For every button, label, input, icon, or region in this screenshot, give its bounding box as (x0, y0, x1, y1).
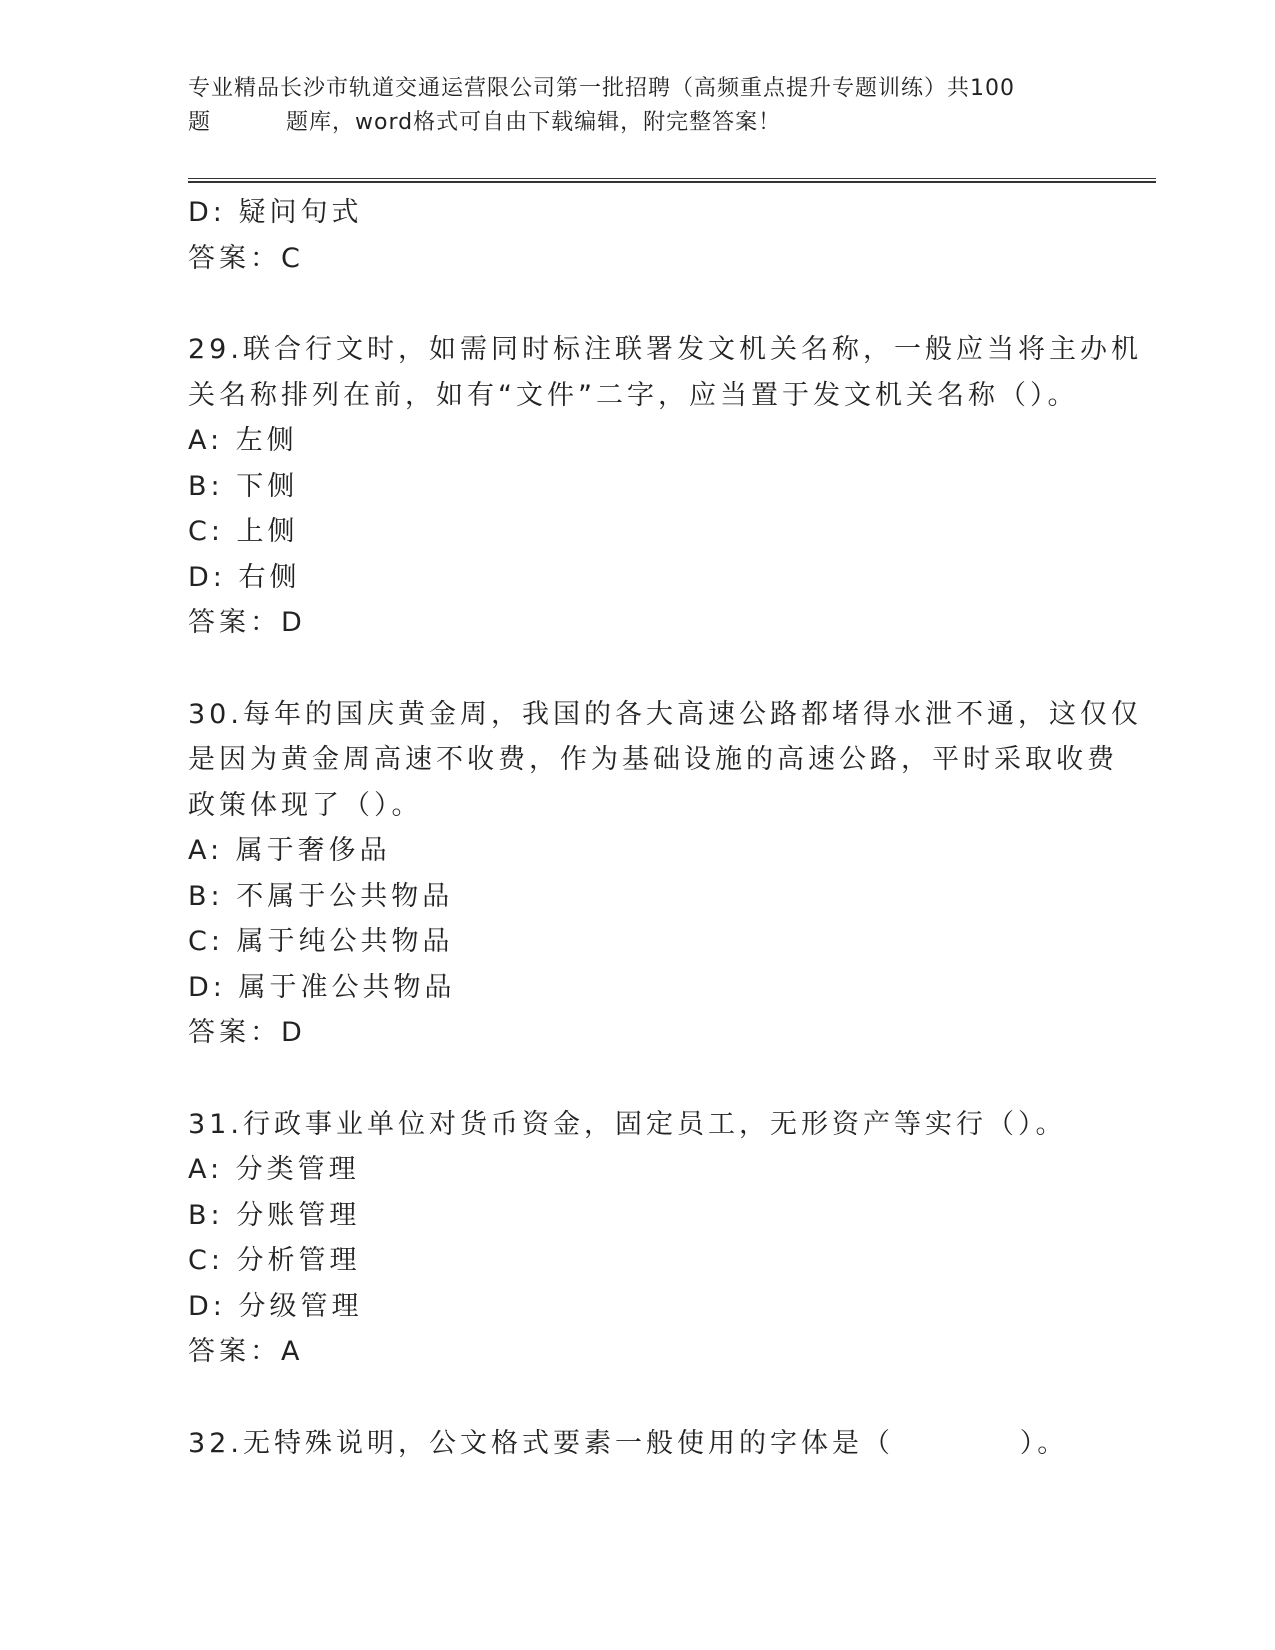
option-b: B: 下侧 (188, 470, 299, 502)
question-text: 30.每年的国庆黄金周，我国的各大高速公路都堵得水泄不通，这仅仅 (188, 698, 1142, 730)
page-header (188, 72, 1088, 140)
option-c: C: 上侧 (188, 516, 299, 547)
option-a: A: 分类管理 (188, 1154, 360, 1185)
option-a: A: 属于奢侈品 (188, 835, 391, 866)
answer: 答案：D (188, 1017, 306, 1048)
question-text: 31.行政事业单位对货币资金，固定员工，无形资产等实行（）。 (188, 1108, 1067, 1140)
answer: 答案：C (188, 242, 304, 274)
option-d: D: 右侧 (188, 561, 301, 593)
header-divider (188, 178, 1156, 183)
option-d: D: 分级管理 (188, 1290, 363, 1322)
question-text: 是因为黄金周高速不收费，作为基础设施的高速公路，平时采取收费 (188, 744, 1118, 775)
header-title-line-2 (188, 106, 1088, 140)
question-31 (188, 1102, 1088, 1375)
option-c: C: 属于纯公共物品 (188, 926, 454, 957)
question-32 (188, 1421, 1088, 1467)
answer: 答案：D (188, 607, 306, 638)
document-body (188, 190, 1142, 1466)
option-d: D: 属于准公共物品 (188, 971, 456, 1003)
option-b: B: 不属于公共物品 (188, 880, 454, 912)
option-a: A: 左侧 (188, 425, 298, 456)
question-text: 政策体现了（）。 (188, 789, 423, 821)
question-text: 32.无特殊说明，公文格式要素一般使用的字体是（ ）。 (188, 1427, 1069, 1459)
question-text: 关名称排列在前，如有“文件”二字，应当置于发文机关名称（）。 (188, 379, 1079, 411)
option-b: B: 分账管理 (188, 1199, 361, 1231)
header-title-line-1: 专业精品长沙市轨道交通运营限公司第一批招聘（高频重点提升专题训练）共100 (188, 76, 1015, 101)
option-c: C: 分析管理 (188, 1245, 361, 1276)
option-d: D: 疑问句式 (188, 197, 363, 228)
header-title-line-2-start: 题 (188, 110, 212, 135)
question-text: 29.联合行文时，如需同时标注联署发文机关名称，一般应当将主办机 (188, 334, 1142, 365)
header-title-line-2-end: 题库，word格式可自由下载编辑，附完整答案！ (286, 110, 782, 135)
question-30 (188, 692, 1142, 1056)
question-29 (188, 327, 1142, 646)
answer: 答案：A (188, 1336, 304, 1367)
